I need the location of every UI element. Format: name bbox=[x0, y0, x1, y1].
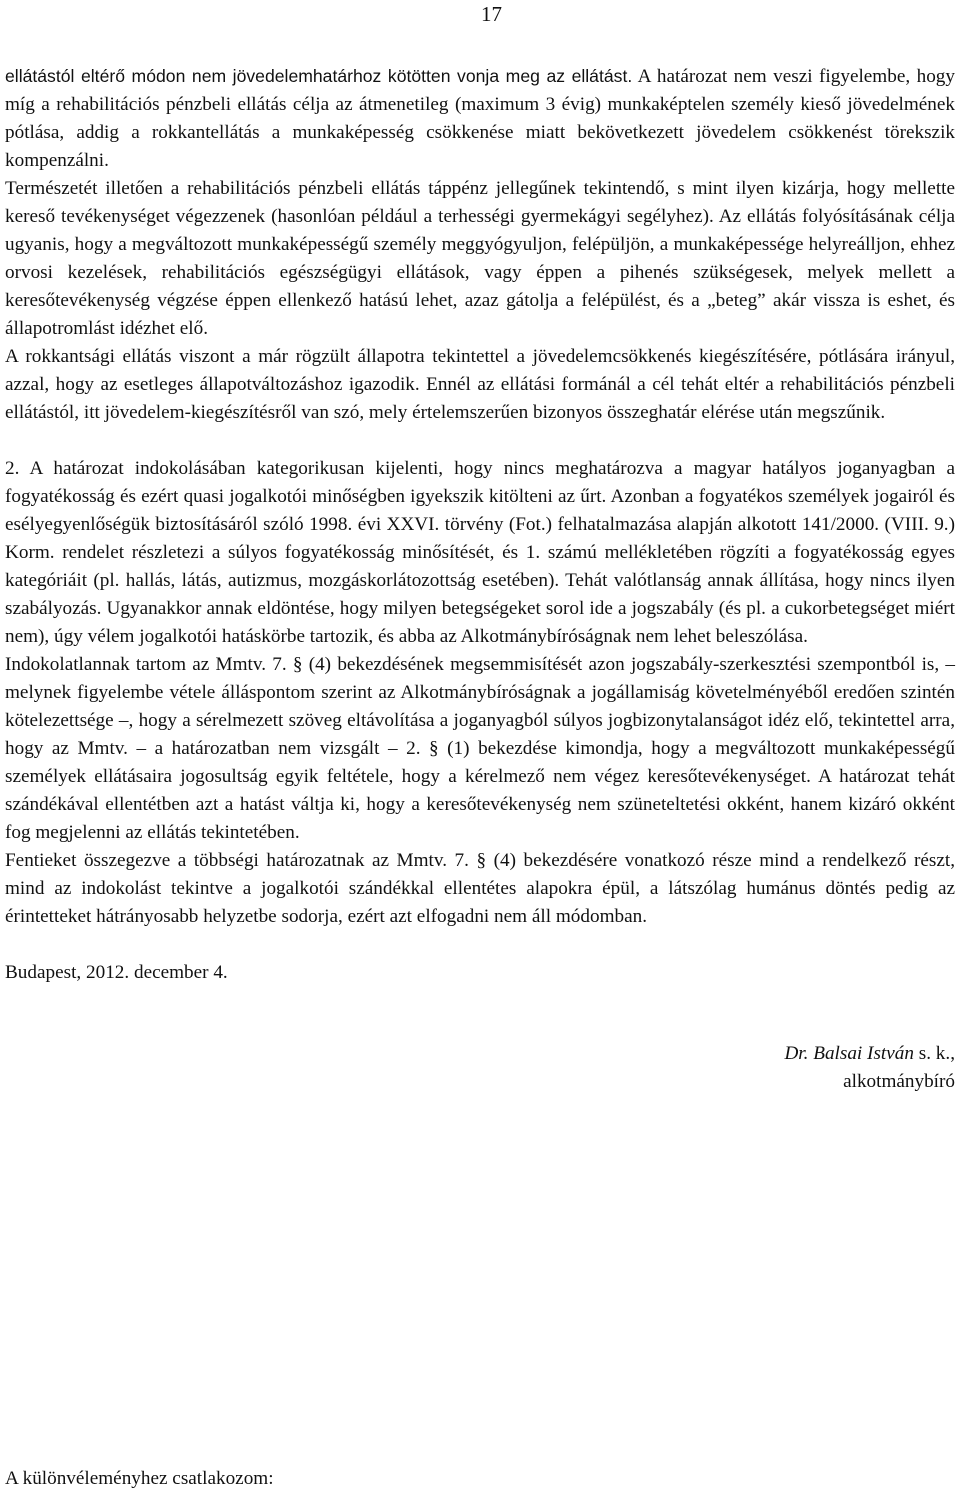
signature-line bbox=[5, 1040, 955, 1068]
signature-block bbox=[5, 1040, 955, 1096]
page-number: 17 bbox=[481, 2, 502, 26]
place-date: Budapest, 2012. december 4. bbox=[5, 962, 228, 983]
paragraph-1-serif-part: A határozat nem veszi figyelembe, hogy míg a rehabilitációs pénzbeli ellátás célja az átmenetileg (maximum 3 évig) munkaképtelen személy kieső jövedelmének pótlása, addig a rokkantellátás a munkaképesség csökkenése miatt bekövetkezett jövedelem csökkenést törekszik kompenzálni. bbox=[5, 66, 955, 171]
paragraph-2: Természetét illetően a rehabilitációs pénzbeli ellátás táppénz jellegűnek tekintendő, s mint ilyen kizárja, hogy mellette kereső tevékenységet végezzenek (hasonlóan például a terhességi gyermekágyi segélyhez). Az ellátás folyósításának célja ugyanis, hogy a megváltozott munkaképességű személy meggyógyuljon, felépüljön, a munkaképessége helyreálljon, ehhez orvosi kezelések, rehabilitációs egészségügyi ellátások, vagy éppen a pihenés szükségesek, melyek mellett a keresőtevékenység végzése éppen ellenkező hatású lehet, azaz gátolja a felépülést, és a „beteg” akár vissza is eshet, és állapotromlást idézhet elő. bbox=[5, 178, 955, 339]
signatory-suffix: s. k., bbox=[913, 1043, 955, 1064]
signatory-title: alkotmánybíró bbox=[843, 1071, 955, 1092]
paragraph-1 bbox=[5, 62, 955, 175]
signatory-name: Dr. Balsai István bbox=[784, 1043, 914, 1064]
paragraph-4: 2. A határozat indokolásában kategorikusan kijelenti, hogy nincs meghatározva a magyar hatályos joganyagban a fogyatékosság és ezért quasi jogalkotói minőségben igyekszik kitölteni az űrt. Azonban a fogyatékos személyek jogairól és esélyegyenlőségük biztosításáról szóló 1998. évi XXVI. törvény (Fot.) felhatalmazása alapján alkotott 141/2000. (VIII. 9.) Korm. rendelet részletezi a súlyos fogyatékosság minősítését, és 1. számú mellékletében rögzíti a fogyatékosság egyes kategóriáit (pl. hallás, látás, autizmus, mozgáskorlátozottság esetében). Tehát valótlanság annak állítása, hogy nincs ilyen szabályozás. Ugyanakkor annak eldöntése, hogy milyen betegségeket sorol ide a jogszabály (és pl. a cukorbetegséget miért nem), úgy vélem jogalkotói hatáskörbe tartozik, és abba az Alkotmánybíróságnak nem lehet beleszólása. bbox=[5, 458, 955, 647]
document-body bbox=[5, 62, 955, 1096]
paragraph-5: Indokolatlannak tartom az Mmtv. 7. § (4) bekezdésének megsemmisítését azon jogszabály-szerkesztési szempontból is, – melynek figyelembe vétele álláspontom szerint az Alkotmánybíróságnak a jogállamiság követelményéből eredően szintén kötelezettsége –, hogy a sérelmezett szöveg eltávolítása a joganyagból súlyos jogbizonytalanságot idéz elő, tekintettel arra, hogy az Mmtv. – a határozatban nem vizsgált – 2. § (1) bekezdése kimondja, hogy a megváltozott munkaképességű személyek ellátásaira jogosultság egyik feltétele, hogy a kérelmező nem végez keresőtevékenységet. A határozat tehát szándékával ellentétben azt a hatást váltja ki, hogy a keresőtevékenység nem szüneteltetési okként, hanem kizáró okként fog megjelenni az ellátás tekintetében. bbox=[5, 654, 955, 843]
paragraph-1-sans-part: ellátástól eltérő módon nem jövedelemhatárhoz kötötten vonja meg az ellátást. bbox=[5, 66, 633, 86]
concurrence-line: A különvéleményhez csatlakozom: bbox=[5, 1468, 274, 1489]
paragraph-6: Fentieket összegezve a többségi határozatnak az Mmtv. 7. § (4) bekezdésére vonatkozó része mind a rendelkező részt, mind az indokolást tekintve a jogalkotói szándékkal ellentétes alapokra épül, a látszólag humánus döntés pedig az érintetteket hátrányosabb helyzetbe sodorja, ezért azt elfogadni nem áll módomban. bbox=[5, 850, 955, 927]
paragraph-3: A rokkantsági ellátás viszont a már rögzült állapotra tekintettel a jövedelemcsökkenés kiegészítésére, pótlására irányul, azzal, hogy az esetleges állapotváltozáshoz igazodik. Ennél az ellátási formánál a cél tehát eltér a rehabilitációs pénzbeli ellátástól, itt jövedelem-kiegészítésről van szó, mely értelemszerűen bizonyos összeghatár elérése után megszűnik. bbox=[5, 346, 955, 423]
